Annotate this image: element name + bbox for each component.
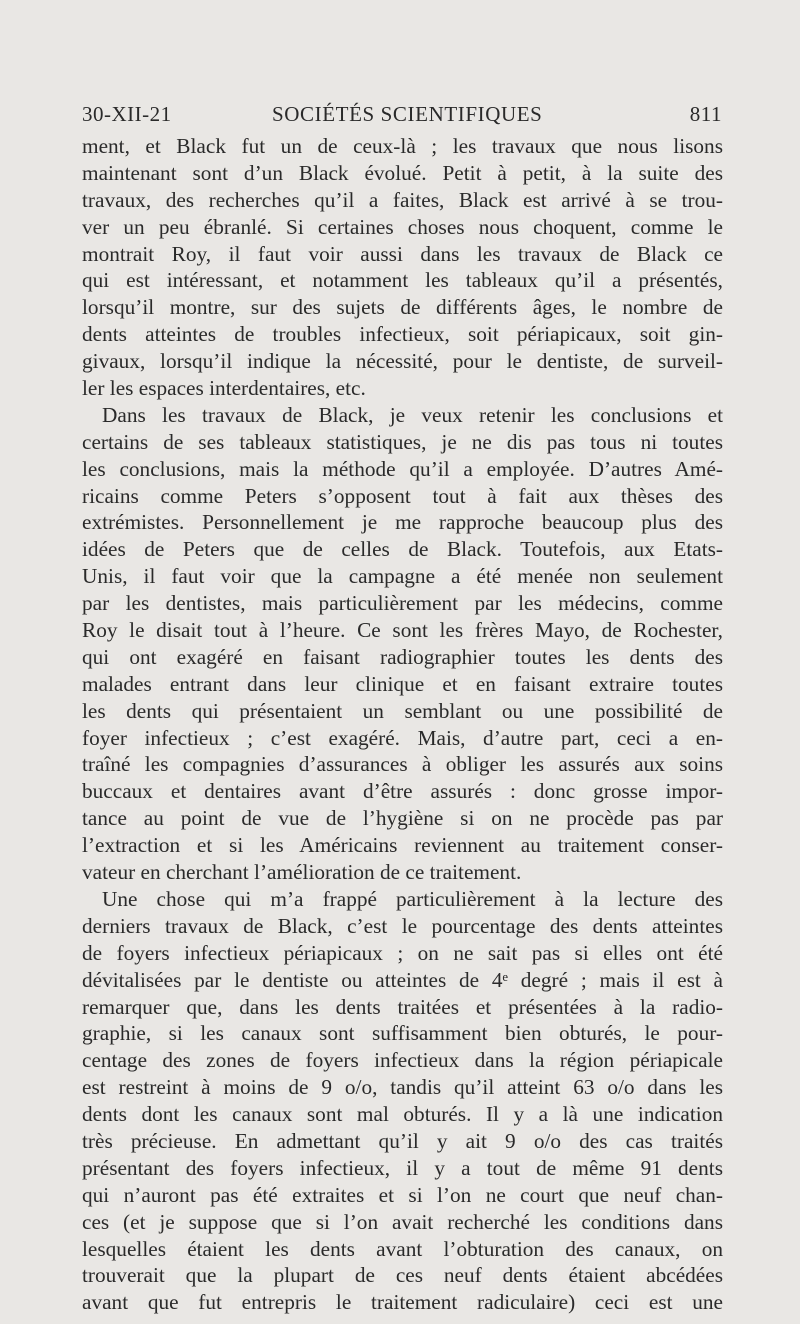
text-line: qui n’auront pas été extraites et si l’on ne court que neuf chan-	[82, 1182, 723, 1207]
text-line: Unis, il faut voir que la campagne a été menée non seulement	[82, 564, 723, 589]
text-line: dents atteintes de troubles infectieux, soit périapicaux, soit gin-	[82, 322, 723, 347]
text-line: Roy le disait tout à l’heure. Ce sont les frères Mayo, de Rochester,	[82, 618, 723, 643]
running-head	[82, 102, 722, 132]
text-line: traîné les compagnies d’assurances à obliger les assurés aux soins	[82, 752, 723, 777]
text-line: buccaux et dentaires avant d’être assurés : donc grosse impor-	[82, 779, 723, 804]
text-line: qui est intéressant, et notamment les tableaux qu’il a présentés,	[82, 268, 723, 293]
text-line: lorsqu’il montre, sur des sujets de différents âges, le nombre de	[82, 295, 723, 320]
text-line: les conclusions, mais la méthode qu’il a employée. D’autres Amé-	[82, 456, 723, 481]
text-line: givaux, lorsqu’il indique la nécessité, pour le dentiste, de surveil-	[82, 349, 723, 374]
text-line: est restreint à moins de 9 o/o, tandis qu’il atteint 63 o/o dans les	[82, 1075, 723, 1100]
body-text	[82, 133, 723, 1316]
header-date: 30-XII-21	[82, 102, 172, 126]
text-line: trouverait que la plupart de ces neuf dents étaient abcédées	[82, 1263, 723, 1288]
text-line: les dents qui présentaient un semblant ou une possibilité de	[82, 698, 723, 723]
text-line: remarquer que, dans les dents traitées et présentées à la radio-	[82, 994, 723, 1019]
text-line: foyer infectieux ; c’est exagéré. Mais, d’autre part, ceci a en-	[82, 725, 723, 750]
text-line: Une chose qui m’a frappé particulièrement à la lecture des	[102, 886, 723, 911]
text-line: ricains comme Peters s’opposent tout à fait aux thèses des	[82, 483, 723, 508]
text-line: certains de ses tableaux statistiques, je ne dis pas tous ni toutes	[82, 429, 723, 454]
text-line: qui ont exagéré en faisant radiographier toutes les dents des	[82, 644, 723, 669]
text-line: dents dont les canaux sont mal obturés. Il y a là une indication	[82, 1102, 723, 1127]
header-section-title: SOCIÉTÉS SCIENTIFIQUES	[272, 102, 543, 126]
text-line: par les dentistes, mais particulièrement par les médecins, comme	[82, 591, 723, 616]
text-line: idées de Peters que de celles de Black. Toutefois, aux Etats-	[82, 537, 723, 562]
text-line: très précieuse. En admettant qu’il y ait 9 o/o des cas traités	[82, 1128, 723, 1153]
text-line: dévitalisées par le dentiste ou atteintes de 4ᵉ degré ; mais il est à	[82, 967, 723, 992]
text-line: ces (et je suppose que si l’on avait recherché les conditions dans	[82, 1209, 723, 1234]
text-line: maintenant sont d’un Black évolué. Petit à petit, à la suite des	[82, 160, 723, 185]
text-line: ver un peu ébranlé. Si certaines choses nous choquent, comme le	[82, 214, 723, 239]
text-line: tance au point de vue de l’hygiène si on ne procède pas par	[82, 806, 723, 831]
text-line: avant que fut entrepris le traitement radiculaire) ceci est une	[82, 1290, 723, 1315]
text-line: ment, et Black fut un de ceux-là ; les travaux que nous lisons	[82, 134, 723, 158]
text-line: de foyers infectieux périapicaux ; on ne sait pas si elles ont été	[82, 940, 723, 965]
text-line: derniers travaux de Black, c’est le pourcentage des dents atteintes	[82, 913, 723, 938]
text-line: malades entrant dans leur clinique et en faisant extraire toutes	[82, 671, 723, 696]
text-line: présentant des foyers infectieux, il y a tout de même 91 dents	[82, 1155, 723, 1180]
text-line: Dans les travaux de Black, je veux retenir les conclusions et	[102, 402, 723, 427]
text-line: montrait Roy, il faut voir aussi dans les travaux de Black ce	[82, 241, 723, 266]
text-line: travaux, des recherches qu’il a faites, Black est arrivé à se trou-	[82, 187, 723, 212]
text-line: extrémistes. Personnellement je me rapproche beaucoup plus des	[82, 510, 723, 535]
text-line: graphie, si les canaux sont suffisamment bien obturés, le pour-	[82, 1021, 723, 1046]
text-line: l’extraction et si les Américains reviennent au traitement conser-	[82, 833, 723, 858]
text-line: centage des zones de foyers infectieux dans la région périapicale	[82, 1048, 723, 1073]
text-line: ler les espaces interdentaires, etc.	[82, 376, 366, 401]
page-number: 811	[689, 102, 722, 126]
text-line: lesquelles étaient les dents avant l’obturation des canaux, on	[82, 1236, 723, 1261]
text-line: vateur en cherchant l’amélioration de ce traitement.	[82, 860, 522, 885]
